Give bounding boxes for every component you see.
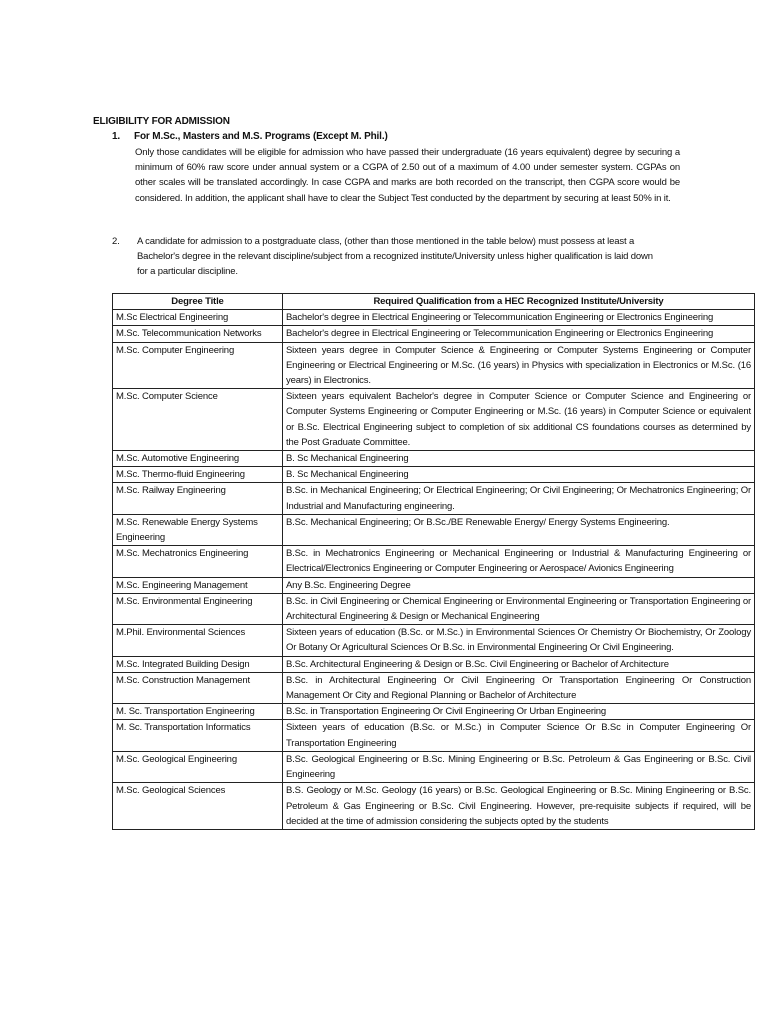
table-row [113, 389, 755, 451]
degree-title-cell: M.Sc. Mechatronics Engineering [113, 546, 283, 577]
table-row [113, 546, 755, 577]
table-row [113, 704, 755, 720]
table-row [113, 577, 755, 593]
table-row [113, 514, 755, 545]
table-row [113, 483, 755, 514]
required-qualification-cell: Sixteen years of education (B.Sc. or M.Sc.) in Computer Science Or B.Sc in Computer Engineering Or Transportation Engineering [283, 720, 755, 751]
required-qualification-cell: Bachelor's degree in Electrical Engineering or Telecommunication Engineering or Electronics Engineering [283, 326, 755, 342]
item-1-title-line [112, 129, 388, 144]
table-row [113, 672, 755, 703]
table-row [113, 751, 755, 782]
degree-title-cell: M. Sc. Transportation Informatics [113, 720, 283, 751]
table-row [113, 720, 755, 751]
item-2-number: 2. [112, 236, 120, 247]
required-qualification-cell: B.Sc. in Mechanical Engineering; Or Electrical Engineering; Or Civil Engineering; Or Mechatronics Engineering; Or Industrial and Manufacturing engineering. [283, 483, 755, 514]
required-qualification-cell: Any B.Sc. Engineering Degree [283, 577, 755, 593]
item-1-title: For M.Sc., Masters and M.S. Programs (Except M. Phil.) [134, 131, 388, 142]
required-qualification-cell: Sixteen years equivalent Bachelor's degree in Computer Science or Computer Science and Engineering or Computer Systems Engineering or Computer Engineering or M.Sc. (16 years) in Computer Science or equivalent or B.Sc. Electrical Engineering subject to completion of six additional CS foundations courses as determined by the Post Graduate Committee. [283, 389, 755, 451]
degree-title-cell: M.Sc Electrical Engineering [113, 310, 283, 326]
item-2-paragraph: A candidate for admission to a postgraduate class, (other than those mentioned in the table below) must possess at least a Bachelor's degree in the relevant discipline/subject from a recognized institute/University unless higher qualification is laid down for a particular discipline. [137, 236, 653, 278]
table-row [113, 326, 755, 342]
eligibility-table [112, 293, 755, 830]
degree-title-cell: M.Sc. Railway Engineering [113, 483, 283, 514]
degree-title-cell: M.Sc. Integrated Building Design [113, 656, 283, 672]
required-qualification-cell: B.Sc. in Civil Engineering or Chemical Engineering or Environmental Engineering or Transportation Engineering or Architectural Engineering & Design or Mechanical Engineering [283, 593, 755, 624]
degree-title-cell: M.Sc. Automotive Engineering [113, 451, 283, 467]
item-1-number: 1. [112, 131, 121, 142]
required-qualification-cell: B.Sc. in Transportation Engineering Or Civil Engineering Or Urban Engineering [283, 704, 755, 720]
table-row [113, 656, 755, 672]
degree-title-cell: M. Sc. Transportation Engineering [113, 704, 283, 720]
table-row [113, 342, 755, 389]
degree-title-cell: M.Sc. Computer Science [113, 389, 283, 451]
required-qualification-cell: B.Sc. Architectural Engineering & Design or B.Sc. Civil Engineering or Bachelor of Architecture [283, 656, 755, 672]
degree-title-cell: M.Sc. Telecommunication Networks [113, 326, 283, 342]
degree-title-cell: M.Sc. Engineering Management [113, 577, 283, 593]
table-row [113, 593, 755, 624]
table-row [113, 451, 755, 467]
degree-title-cell: M.Sc. Construction Management [113, 672, 283, 703]
table-row [113, 467, 755, 483]
item-1-paragraph: Only those candidates will be eligible for admission who have passed their undergraduate (16 years equivalent) degree by securing a minimum of 60% raw score under annual system or a CGPA of 2.50 out of a maximum of 4.00 under semester system. CGPAs on other scales will be translated accordingly. In case CGPA and marks are both recorded on the transcript, then CGPA score would be considered. In addition, the applicant shall have to clear the Subject Test conducted by the department by securing at least 50% in it. [135, 147, 680, 204]
required-qualification-cell: B.Sc. Mechanical Engineering; Or B.Sc./BE Renewable Energy/ Energy Systems Engineering. [283, 514, 755, 545]
required-qualification-cell: Sixteen years of education (B.Sc. or M.Sc.) in Environmental Sciences Or Chemistry Or Biochemistry, Or Zoology Or Botany Or Agricultural Sciences Or B.Sc. in Environmental Engineering Or Civil Engineering. [283, 625, 755, 656]
required-qualification-cell: B.Sc. in Architectural Engineering Or Civil Engineering Or Transportation Engineering Or Construction Management Or City and Regional Planning or Bachelor of Architecture [283, 672, 755, 703]
column-header-degree-title: Degree Title [113, 294, 283, 310]
required-qualification-cell: B. Sc Mechanical Engineering [283, 467, 755, 483]
required-qualification-cell: B. Sc Mechanical Engineering [283, 451, 755, 467]
degree-title-cell: M.Sc. Geological Engineering [113, 751, 283, 782]
required-qualification-cell: B.Sc. in Mechatronics Engineering or Mechanical Engineering or Industrial & Manufacturing Engineering or Electrical/Electronics Engineering or Computer Engineering or Aerospace/ Avionics Engineering [283, 546, 755, 577]
degree-title-cell: M.Sc. Geological Sciences [113, 783, 283, 830]
table-body [113, 310, 755, 830]
degree-title-cell: M.Sc. Thermo-fluid Engineering [113, 467, 283, 483]
required-qualification-cell: Sixteen years degree in Computer Science & Engineering or Computer Systems Engineering or Computer Engineering or Electrical Engineering or M.Sc. (16 years) in Physics with specialization in Electronics or M.Sc. (16 years) in Electronics. [283, 342, 755, 389]
table-header-row [113, 294, 755, 310]
degree-title-cell: M.Sc. Environmental Engineering [113, 593, 283, 624]
section-heading: ELIGIBILITY FOR ADMISSION [93, 116, 230, 127]
table-row [113, 783, 755, 830]
degree-title-cell: M.Sc. Renewable Energy Systems Engineering [113, 514, 283, 545]
required-qualification-cell: B.Sc. Geological Engineering or B.Sc. Mining Engineering or B.Sc. Petroleum & Gas Engineering or B.Sc. Civil Engineering [283, 751, 755, 782]
required-qualification-cell: B.S. Geology or M.Sc. Geology (16 years) or B.Sc. Geological Engineering or B.Sc. Mining Engineering or B.Sc. Petroleum & Gas Engineering or B.Sc. Civil Engineering. However, pre-requisite subjects if required, will be decided at the time of admission considering the subjects opted by the students [283, 783, 755, 830]
degree-title-cell: M.Sc. Computer Engineering [113, 342, 283, 389]
degree-title-cell: M.Phil. Environmental Sciences [113, 625, 283, 656]
table-row [113, 625, 755, 656]
table-row [113, 310, 755, 326]
column-header-required-qualification: Required Qualification from a HEC Recognized Institute/University [283, 294, 755, 310]
required-qualification-cell: Bachelor's degree in Electrical Engineering or Telecommunication Engineering or Electronics Engineering [283, 310, 755, 326]
